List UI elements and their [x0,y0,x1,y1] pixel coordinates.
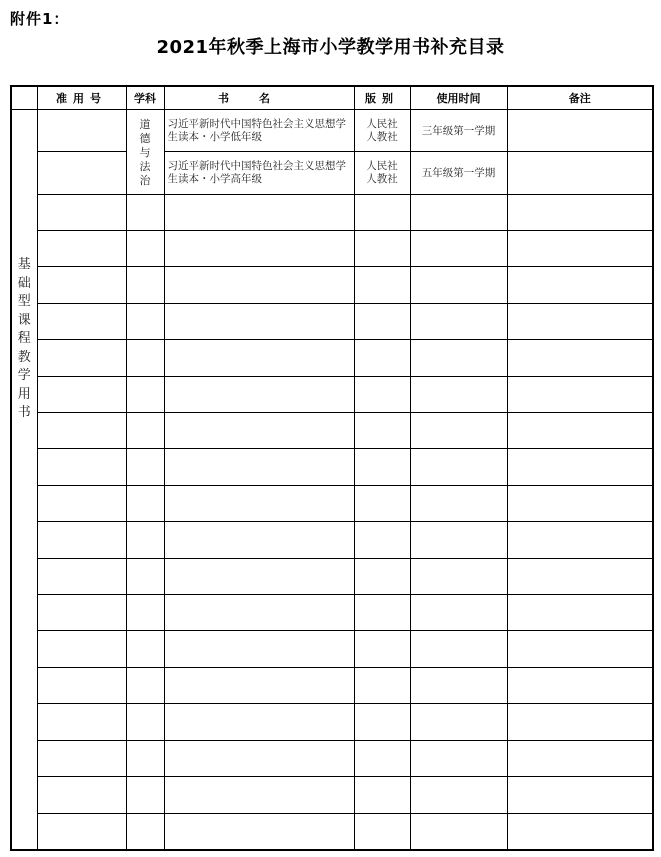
remarks-cell [507,267,653,303]
remarks-cell [507,231,653,267]
edition-cell [354,449,410,485]
edition-cell [354,740,410,776]
empty-table-row [11,740,653,776]
edition-cell [354,595,410,631]
edition-cell [354,194,410,230]
book-name-cell [164,631,354,667]
subject-cell [126,595,164,631]
empty-table-row [11,777,653,813]
subject-cell [126,704,164,740]
subject-cell [126,631,164,667]
remarks-cell [507,740,653,776]
empty-table-row [11,595,653,631]
usage-time-cell [410,340,507,376]
empty-table-row [11,667,653,703]
remarks-cell [507,704,653,740]
usage-time-cell [410,740,507,776]
empty-table-row [11,194,653,230]
book-name-cell [164,740,354,776]
subject-cell [126,267,164,303]
subject-cell [126,667,164,703]
usage-time-cell [410,522,507,558]
book-name-cell [164,267,354,303]
usage-time-cell: 三年级第一学期 [410,110,507,152]
book-name-cell [164,303,354,339]
usage-time-cell [410,667,507,703]
book-name-cell [164,231,354,267]
remarks-cell [507,813,653,850]
edition-cell [354,413,410,449]
approval-no-cell [37,376,126,412]
empty-table-row [11,413,653,449]
subject-cell [126,376,164,412]
category-label: 基础型课程教学用书 [17,257,31,420]
subject-cell [126,449,164,485]
subject-cell [126,522,164,558]
book-name-cell [164,595,354,631]
usage-time-cell [410,303,507,339]
usage-time-cell [410,777,507,813]
subject-cell [126,485,164,521]
edition-line: 人民社 [366,159,398,172]
subject-cell [126,231,164,267]
attachment-label: 附件1： [10,10,70,28]
empty-table-row [11,704,653,740]
book-name-cell: 习近平新时代中国特色社会主义思想学生读本・小学低年级 [164,110,354,152]
table-row [11,110,653,152]
usage-time-cell [410,631,507,667]
approval-no-cell [37,152,126,194]
edition-line: 人教社 [366,130,398,143]
edition-cell [354,376,410,412]
edition-line: 人教社 [366,172,398,185]
empty-table-row [11,376,653,412]
usage-time-cell [410,558,507,594]
remarks-cell [507,110,653,152]
edition-cell [354,522,410,558]
subject-cell [126,340,164,376]
subject-cell [126,110,164,195]
book-name-cell [164,413,354,449]
approval-no-cell [37,558,126,594]
book-name-cell [164,340,354,376]
remarks-cell [507,777,653,813]
edition-cell [354,303,410,339]
usage-time-cell [410,704,507,740]
empty-table-row [11,267,653,303]
remarks-cell [507,667,653,703]
page-title: 2021年秋季上海市小学教学用书补充目录 [156,37,505,58]
header-edition: 版别 [354,86,410,110]
approval-no-cell [37,704,126,740]
empty-table-row [11,558,653,594]
subject-cell [126,303,164,339]
usage-time-cell [410,413,507,449]
book-name-cell [164,376,354,412]
category-cell [11,110,37,851]
header-book-name: 书名 [164,86,354,110]
book-name-cell [164,777,354,813]
book-name-cell [164,194,354,230]
empty-table-row [11,303,653,339]
approval-no-cell [37,267,126,303]
approval-no-cell [37,740,126,776]
remarks-cell [507,340,653,376]
approval-no-cell [37,110,126,152]
usage-time-cell: 五年级第一学期 [410,152,507,194]
remarks-cell [507,595,653,631]
remarks-cell [507,152,653,194]
approval-no-cell [37,340,126,376]
book-name-cell [164,813,354,850]
approval-no-cell [37,522,126,558]
edition-cell [354,704,410,740]
edition-cell [354,267,410,303]
approval-no-cell [37,777,126,813]
book-name-cell [164,558,354,594]
empty-table-row [11,340,653,376]
edition-cell [354,631,410,667]
edition-cell [354,485,410,521]
header-row [11,86,653,110]
usage-time-cell [410,376,507,412]
edition-cell [354,667,410,703]
approval-no-cell [37,485,126,521]
edition-cell [354,152,410,194]
book-name-cell: 习近平新时代中国特色社会主义思想学生读本・小学高年级 [164,152,354,194]
header-remarks: 备注 [507,86,653,110]
empty-table-row [11,485,653,521]
subject-cell [126,194,164,230]
edition-cell [354,558,410,594]
header-subject: 学科 [126,86,164,110]
edition-cell [354,777,410,813]
subject-cell [126,740,164,776]
usage-time-cell [410,595,507,631]
approval-no-cell [37,231,126,267]
approval-no-cell [37,413,126,449]
empty-table-row [11,231,653,267]
edition-cell [354,110,410,152]
usage-time-cell [410,813,507,850]
approval-no-cell [37,595,126,631]
usage-time-cell [410,449,507,485]
header-approval-no: 准用号 [37,86,126,110]
header-usage-time: 使用时间 [410,86,507,110]
approval-no-cell [37,303,126,339]
empty-table-row [11,449,653,485]
remarks-cell [507,303,653,339]
remarks-cell [507,376,653,412]
remarks-cell [507,449,653,485]
empty-table-row [11,631,653,667]
subject-cell [126,777,164,813]
remarks-cell [507,558,653,594]
empty-table-row [11,813,653,850]
subject-cell [126,813,164,850]
usage-time-cell [410,194,507,230]
remarks-cell [507,194,653,230]
book-name-cell [164,485,354,521]
approval-no-cell [37,813,126,850]
empty-table-row [11,522,653,558]
approval-no-cell [37,449,126,485]
book-name-cell [164,449,354,485]
remarks-cell [507,631,653,667]
usage-time-cell [410,231,507,267]
remarks-cell [507,485,653,521]
table-row [11,152,653,194]
approval-no-cell [37,194,126,230]
textbook-catalog-table [10,85,654,851]
edition-cell [354,340,410,376]
edition-line: 人民社 [366,117,398,130]
usage-time-cell [410,485,507,521]
book-name-cell [164,522,354,558]
subject-label: 道德与法治 [139,118,151,187]
book-name-cell [164,704,354,740]
header-category [11,86,37,110]
approval-no-cell [37,667,126,703]
subject-cell [126,558,164,594]
book-name-cell [164,667,354,703]
edition-cell [354,813,410,850]
remarks-cell [507,522,653,558]
remarks-cell [507,413,653,449]
subject-cell [126,413,164,449]
usage-time-cell [410,267,507,303]
edition-cell [354,231,410,267]
approval-no-cell [37,631,126,667]
